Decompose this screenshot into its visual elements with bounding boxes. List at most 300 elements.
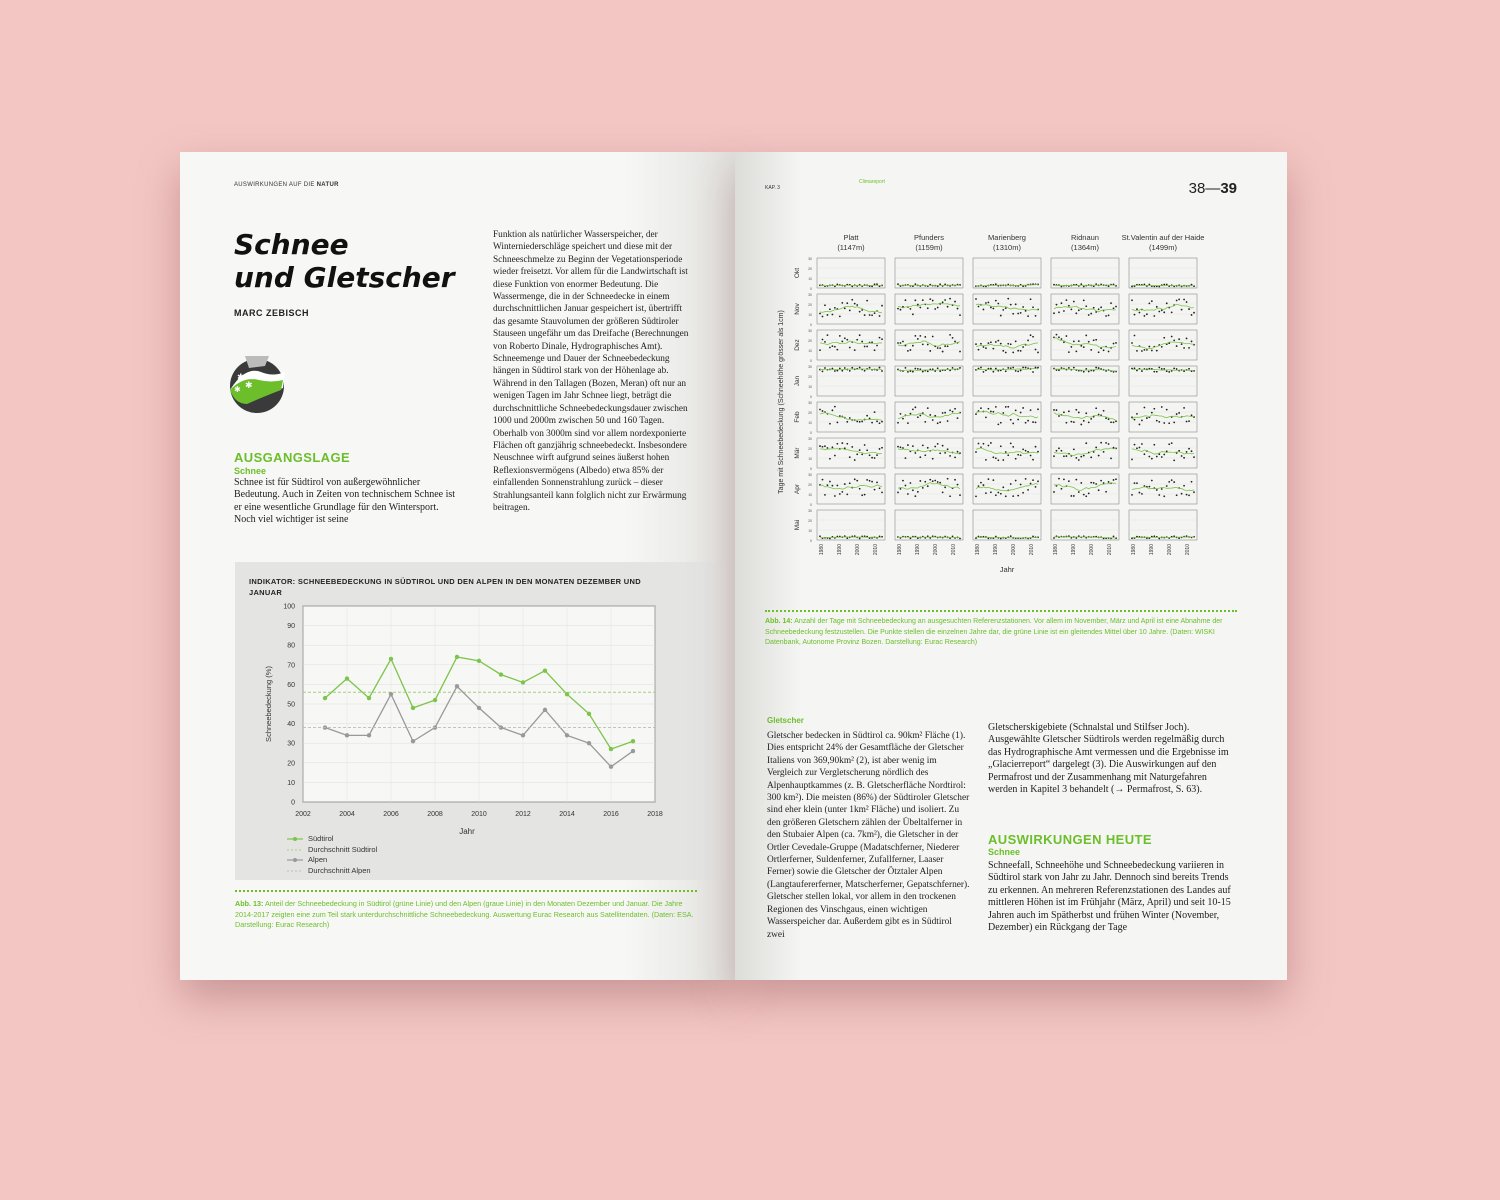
month-label: Okt <box>794 267 801 279</box>
data-point <box>874 283 876 285</box>
data-point <box>866 449 868 451</box>
data-point <box>1158 538 1160 540</box>
data-point <box>411 706 415 710</box>
data-point <box>874 489 876 491</box>
data-point <box>949 334 951 336</box>
data-point <box>1015 340 1017 342</box>
data-point <box>1181 455 1183 457</box>
data-point <box>1002 350 1004 352</box>
data-point <box>1073 495 1075 497</box>
data-point <box>1176 494 1178 496</box>
y-tick-label: 10 <box>808 349 812 353</box>
data-point <box>995 406 997 408</box>
data-point <box>1075 409 1077 411</box>
data-point <box>1141 443 1143 445</box>
x-axis-label: Jahr <box>459 827 475 836</box>
data-point <box>1007 454 1009 456</box>
data-point <box>959 494 961 496</box>
data-point <box>1153 371 1155 373</box>
data-point <box>1078 340 1080 342</box>
x-tick-label: 2002 <box>295 811 311 818</box>
data-point <box>1075 350 1077 352</box>
y-axis-label: Tage mit Schneebedeckung (Schneehöhe grösser als 1cm) <box>778 310 785 494</box>
data-point <box>565 733 569 737</box>
data-point <box>919 480 921 482</box>
data-point <box>1030 334 1032 336</box>
data-point <box>1151 300 1153 302</box>
data-point <box>851 446 853 448</box>
data-point <box>1178 299 1180 301</box>
data-point <box>1088 493 1090 495</box>
data-point <box>992 348 994 350</box>
data-point <box>980 367 982 369</box>
data-point <box>824 445 826 447</box>
data-point <box>1095 407 1097 409</box>
data-point <box>980 343 982 345</box>
data-point <box>990 442 992 444</box>
data-point <box>1178 412 1180 414</box>
data-point <box>939 370 941 372</box>
data-point <box>1035 446 1037 448</box>
data-point <box>829 481 831 483</box>
data-point <box>897 446 899 448</box>
data-point <box>937 422 939 424</box>
data-point <box>937 307 939 309</box>
data-point <box>876 454 878 456</box>
y-tick-label: 0 <box>810 287 812 291</box>
x-tick-label: 2018 <box>647 811 663 818</box>
data-point <box>836 349 838 351</box>
data-point <box>1146 313 1148 315</box>
data-point <box>1100 306 1102 308</box>
data-point <box>856 304 858 306</box>
data-point <box>844 307 846 309</box>
data-point <box>836 485 838 487</box>
y-tick-label: 20 <box>808 303 812 307</box>
data-point <box>1183 299 1185 301</box>
data-point <box>937 347 939 349</box>
data-point <box>1163 368 1165 370</box>
y-tick-label: 0 <box>810 467 812 471</box>
data-point <box>1030 455 1032 457</box>
data-point <box>1000 315 1002 317</box>
data-point <box>881 447 883 449</box>
data-point <box>455 655 459 659</box>
data-point <box>1183 370 1185 372</box>
data-point <box>910 482 912 484</box>
data-point <box>1053 312 1055 314</box>
data-point <box>944 345 946 347</box>
data-point <box>905 367 907 369</box>
x-tick-label: 2000 <box>1167 544 1173 556</box>
data-point <box>1193 312 1195 314</box>
data-point <box>1166 302 1168 304</box>
data-point <box>907 422 909 424</box>
station-name: Ridnaun <box>1071 233 1099 242</box>
data-point <box>827 334 829 336</box>
data-point <box>1191 450 1193 452</box>
data-point <box>952 367 954 369</box>
data-point <box>1136 482 1138 484</box>
data-point <box>851 367 853 369</box>
data-point <box>871 314 873 316</box>
y-axis-label: Schneebedeckung (%) <box>264 666 273 742</box>
panel <box>817 402 885 432</box>
data-point <box>1163 284 1165 286</box>
data-point <box>1093 339 1095 341</box>
data-point <box>912 408 914 410</box>
data-point <box>1010 442 1012 444</box>
legend-item: Durchschnitt Südtirol <box>308 844 378 854</box>
data-point <box>975 451 977 453</box>
data-point <box>1020 454 1022 456</box>
data-point <box>957 484 959 486</box>
data-point <box>1020 412 1022 414</box>
panel <box>1051 258 1119 288</box>
data-point <box>1027 420 1029 422</box>
data-point <box>1156 489 1158 491</box>
y-tick-label: 20 <box>287 760 295 768</box>
data-point <box>1035 315 1037 317</box>
data-point <box>897 342 899 344</box>
data-point <box>1066 422 1068 424</box>
data-point <box>1070 495 1072 497</box>
data-point <box>1115 478 1117 480</box>
data-point <box>1090 456 1092 458</box>
data-point <box>1158 367 1160 369</box>
data-point <box>1032 479 1034 481</box>
data-point <box>992 479 994 481</box>
data-point <box>345 733 349 737</box>
data-point <box>912 489 914 491</box>
data-point <box>1061 302 1063 304</box>
data-point <box>1078 491 1080 493</box>
data-point <box>1090 349 1092 351</box>
data-point <box>1022 346 1024 348</box>
data-point <box>1151 480 1153 482</box>
y-tick-label: 0 <box>810 539 812 543</box>
panel <box>817 510 885 540</box>
data-point <box>1061 338 1063 340</box>
x-tick-label: 2000 <box>855 544 861 556</box>
data-point <box>1027 489 1029 491</box>
data-point <box>975 343 977 345</box>
data-point <box>874 457 876 459</box>
data-point <box>876 283 878 285</box>
data-point <box>985 347 987 349</box>
data-point <box>1098 455 1100 457</box>
data-point <box>1017 350 1019 352</box>
data-point <box>934 480 936 482</box>
data-point <box>1066 455 1068 457</box>
data-point <box>1005 406 1007 408</box>
data-point <box>914 368 916 370</box>
data-point <box>1134 419 1136 421</box>
data-point <box>983 443 985 445</box>
data-point <box>846 339 848 341</box>
data-point <box>1010 535 1012 537</box>
data-point <box>919 415 921 417</box>
data-point <box>879 367 881 369</box>
data-point <box>1090 313 1092 315</box>
data-point <box>1005 352 1007 354</box>
y-tick-label: 80 <box>287 642 295 650</box>
data-point <box>1183 347 1185 349</box>
station-name: St.Valentin auf der Haide <box>1121 233 1205 242</box>
data-point <box>1173 422 1175 424</box>
data-point <box>1153 444 1155 446</box>
data-point <box>897 422 899 424</box>
data-point <box>1148 302 1150 304</box>
data-point <box>1088 341 1090 343</box>
data-point <box>1181 343 1183 345</box>
data-point <box>832 314 834 316</box>
y-tick-label: 100 <box>283 603 295 611</box>
data-point <box>879 315 881 317</box>
panel <box>973 366 1041 396</box>
data-point <box>477 706 481 710</box>
y-tick-label: 10 <box>808 421 812 425</box>
y-tick-label: 0 <box>810 359 812 363</box>
data-point <box>1083 420 1085 422</box>
data-point <box>1131 342 1133 344</box>
data-point <box>910 413 912 415</box>
data-point <box>1002 309 1004 311</box>
data-point <box>521 733 525 737</box>
data-point <box>1020 484 1022 486</box>
data-point <box>1070 421 1072 423</box>
data-point <box>861 309 863 311</box>
y-tick-label: 10 <box>808 493 812 497</box>
data-point <box>1068 351 1070 353</box>
y-tick-label: 60 <box>287 681 295 689</box>
data-point <box>1030 409 1032 411</box>
data-point <box>859 311 861 313</box>
data-point <box>1105 442 1107 444</box>
data-point <box>983 371 985 373</box>
data-point <box>411 739 415 743</box>
data-point <box>1188 448 1190 450</box>
data-point <box>827 484 829 486</box>
data-point <box>834 455 836 457</box>
data-point <box>990 341 992 343</box>
data-point <box>819 445 821 447</box>
data-point <box>866 415 868 417</box>
data-point <box>954 341 956 343</box>
data-point <box>1134 482 1136 484</box>
data-point <box>978 306 980 308</box>
data-point <box>869 417 871 419</box>
data-point <box>1032 306 1034 308</box>
data-point <box>1037 480 1039 482</box>
station-elevation: (1364m) <box>1071 243 1099 252</box>
data-point <box>942 351 944 353</box>
data-point <box>985 302 987 304</box>
data-point <box>1181 309 1183 311</box>
data-point <box>924 481 926 483</box>
data-point <box>832 485 834 487</box>
data-point <box>1083 371 1085 373</box>
data-point <box>1161 368 1163 370</box>
data-point <box>839 335 841 337</box>
data-point <box>841 302 843 304</box>
data-point <box>874 411 876 413</box>
data-point <box>822 410 824 412</box>
data-point <box>947 306 949 308</box>
data-point <box>1136 350 1138 352</box>
data-point <box>1161 488 1163 490</box>
svg-text:✱: ✱ <box>234 385 241 394</box>
data-point <box>988 478 990 480</box>
data-point <box>1151 350 1153 352</box>
section-heading-auswirkungen: AUSWIRKUNGEN HEUTE <box>988 832 1152 847</box>
data-point <box>849 347 851 349</box>
intro-paragraph: Schnee ist für Südtirol von außergewöhnlicher Bedeutung. Auch in Zeiten von technischem Schnee ist er eine wesentliche Grundlage für den Wintersport. Noch viel wichtiger ist seine <box>234 477 456 526</box>
station-elevation: (1310m) <box>993 243 1021 252</box>
data-point <box>871 457 873 459</box>
data-point <box>900 413 902 415</box>
data-point <box>1037 367 1039 369</box>
x-tick-label: 2000 <box>933 544 939 556</box>
subsection-gletscher: Gletscher <box>767 716 804 725</box>
data-point <box>939 283 941 285</box>
data-point <box>922 487 924 489</box>
data-point <box>1056 409 1058 411</box>
x-tick-label: 2000 <box>1011 544 1017 556</box>
y-tick-label: 30 <box>808 509 812 513</box>
data-point <box>1085 412 1087 414</box>
data-point <box>824 494 826 496</box>
data-point <box>1134 367 1136 369</box>
data-point <box>939 347 941 349</box>
data-point <box>1186 494 1188 496</box>
data-point <box>864 370 866 372</box>
gletscher-paragraph: Gletscher bedecken in Südtirol ca. 90km² Fläche (1). Dies entspricht 24% der Gesamtfläche der Gletscher Italiens von 369,90km² (2), ist aber wenig im Vergleich zur Vergletscherung nördlich des Alpenhauptkammes (z. B. Gletscherfläche Nordtirol: 300 km²). Die meisten (86%) der Südtiroler Gletscher sind eher klein (unter 1km² Fläche) und isoliert. Zu den größeren Gletschern zählen der Übeltalferner in den Stubaier Alpen (ca. 7km²), die Gletscher in der Ortler Cevedale-Gruppe (Madatschferner, Niederer Ortlerferner, Suldenferner, Zufallferner, Laaser Ferner) sowie die Gletscher der Ötztaler Alpen (Langtaufererferner, Matscherferner, Gepatschferner). Gletscher stellen lokal, vor allem in den trockenen Regionen des Vinschgaus, einen wichtigen Wasserspeicher dar. Außerdem gibt es in Südtirol zwei <box>767 731 970 940</box>
data-point <box>957 451 959 453</box>
x-tick-label: 2004 <box>339 811 355 818</box>
data-point <box>1017 454 1019 456</box>
data-point <box>937 443 939 445</box>
data-point <box>927 485 929 487</box>
data-point <box>1075 312 1077 314</box>
data-point <box>829 423 831 425</box>
data-point <box>934 446 936 448</box>
data-point <box>1012 495 1014 497</box>
data-point <box>1095 483 1097 485</box>
data-point <box>1058 369 1060 371</box>
data-point <box>1151 412 1153 414</box>
data-point <box>995 457 997 459</box>
data-point <box>1025 422 1027 424</box>
x-tick-label: 1990 <box>993 544 999 556</box>
data-point <box>1063 478 1065 480</box>
heute-paragraph: Schneefall, Schneehöhe und Schneebedeckung variieren in Südtirol stark von Jahr zu Jahr. Dennoch sind bereits Trends zu erkennen. An mehreren Referenzstationen des Landes auf mittleren Höhen ist im Frühjahr (März, April) und seit 10-15 Jahren auch im Spätherbst und frühen Winter (November, Dezember) ein Rückgang der Tage <box>988 860 1231 934</box>
data-point <box>864 346 866 348</box>
data-point <box>1061 450 1063 452</box>
data-point <box>1188 347 1190 349</box>
y-tick-label: 20 <box>808 411 812 415</box>
data-point <box>988 342 990 344</box>
data-point <box>1012 367 1014 369</box>
data-point <box>1025 367 1027 369</box>
smooth-line <box>898 537 960 538</box>
data-point <box>1088 371 1090 373</box>
data-point <box>1098 489 1100 491</box>
data-point <box>1073 341 1075 343</box>
y-tick-label: 30 <box>287 740 295 748</box>
data-point <box>1166 409 1168 411</box>
data-point <box>1010 304 1012 306</box>
data-point <box>834 307 836 309</box>
data-point <box>1073 367 1075 369</box>
data-point <box>859 421 861 423</box>
data-point <box>819 409 821 411</box>
month-label: Dez <box>794 339 801 351</box>
data-point <box>910 308 912 310</box>
data-point <box>902 480 904 482</box>
month-label: Feb <box>794 411 801 423</box>
data-point <box>836 370 838 372</box>
data-point <box>631 749 635 753</box>
y-tick-label: 0 <box>810 503 812 507</box>
data-point <box>1063 310 1065 312</box>
station-name: Marienberg <box>988 233 1026 242</box>
data-point <box>1134 335 1136 337</box>
data-point <box>1085 442 1087 444</box>
data-point <box>881 338 883 340</box>
data-point <box>1110 457 1112 459</box>
data-point <box>992 308 994 310</box>
data-point <box>1161 406 1163 408</box>
data-point <box>1083 494 1085 496</box>
data-point <box>959 314 961 316</box>
data-point <box>631 739 635 743</box>
data-point <box>1115 342 1117 344</box>
data-point <box>822 339 824 341</box>
data-point <box>839 368 841 370</box>
data-point <box>854 459 856 461</box>
subsection-schnee: Schnee <box>234 466 267 476</box>
x-tick-label: 2010 <box>1107 544 1113 556</box>
data-point <box>1163 454 1165 456</box>
data-point <box>1108 481 1110 483</box>
data-point <box>1171 442 1173 444</box>
data-point <box>1090 418 1092 420</box>
data-point <box>917 416 919 418</box>
data-point <box>975 298 977 300</box>
data-point <box>1183 485 1185 487</box>
data-point <box>1068 410 1070 412</box>
data-point <box>879 448 881 450</box>
data-point <box>822 316 824 318</box>
data-point <box>864 444 866 446</box>
data-point <box>1144 407 1146 409</box>
month-label: Nov <box>794 303 801 315</box>
data-point <box>1085 335 1087 337</box>
data-point <box>822 446 824 448</box>
x-tick-label: 2016 <box>603 811 619 818</box>
data-point <box>995 283 997 285</box>
data-point <box>927 307 929 309</box>
data-point <box>879 487 881 489</box>
data-point <box>1015 370 1017 372</box>
data-point <box>1191 314 1193 316</box>
data-point <box>1158 421 1160 423</box>
data-point <box>952 411 954 413</box>
data-point <box>1083 346 1085 348</box>
data-point <box>1136 413 1138 415</box>
data-point <box>990 411 992 413</box>
